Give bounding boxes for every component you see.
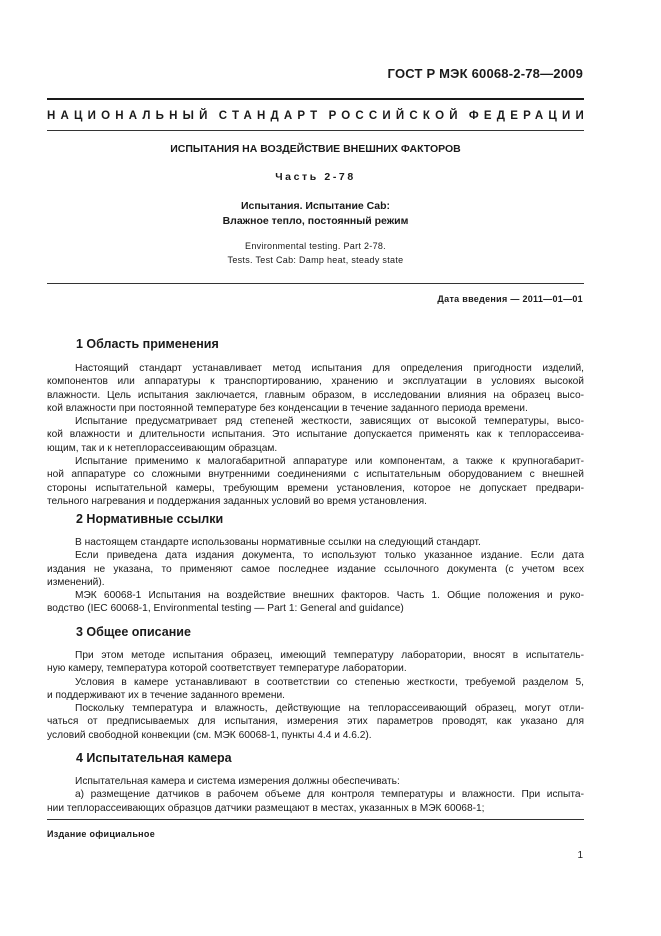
text-line: Испытательная камера и система измерения должны обеспечивать: <box>75 776 400 787</box>
text-line: ную камеру, температура которой соответствует температуре лаборатории. <box>47 663 407 675</box>
national-standard-banner <box>47 110 589 122</box>
part-number: Часть 2-78 <box>275 171 356 183</box>
text-line: Условия в камере устанавливают в соответствии со степенью жесткости, требуемой разделом 5, <box>75 676 584 688</box>
text-line: ной аппаратуре со сложными внутренними соединениями с испытательным оборудованием с внешней <box>47 469 584 481</box>
text-line: Если приведена дата издания документа, то используют только указанное издание. Если дата <box>75 550 584 562</box>
english-title-line: Environmental testing. Part 2-78. <box>245 241 386 251</box>
banner-word: ФЕДЕРАЦИИ <box>468 110 589 122</box>
banner-word: СТАНДАРТ <box>218 110 323 122</box>
text-line: тельного нагревания и поддержания заданных условий во время установления. <box>47 495 428 507</box>
section-heading: 3 Общее описание <box>76 625 191 639</box>
text-line: МЭК 60068-1 Испытания на воздействие внешних факторов. Часть 1. Общие положения и руко- <box>75 590 584 602</box>
paragraph <box>47 536 584 616</box>
text-line: компонентов или аппаратуры к транспортированию, хранению и эксплуатации в условиях высокой <box>47 376 584 388</box>
document-title: ИСПЫТАНИЯ НА ВОЗДЕЙСТВИЕ ВНЕШНИХ ФАКТОРОВ <box>170 143 461 155</box>
paragraph <box>47 362 584 508</box>
text-line: Испытание применимо к малогабаритной аппаратуре или компонентам, а также к крупногабарит- <box>75 456 584 468</box>
footer-rule <box>47 819 584 820</box>
subtitle-line: Испытания. Испытание Cab: <box>241 200 390 212</box>
date-rule <box>47 283 584 284</box>
text-line: условий свободной конвекции (см. МЭК 60068-1, пункты 4.4 и 4.6.2). <box>47 729 372 741</box>
header-rule-top <box>47 98 584 100</box>
header-rule-bottom <box>47 130 584 131</box>
text-line: Настоящий стандарт устанавливает метод испытания для определения пригодности изделий, <box>75 363 584 374</box>
text-line: Поскольку температура и влажность, действующие на теплорассеивающий образец, могут отли- <box>75 703 584 715</box>
document-subtitle <box>47 199 584 229</box>
text-line: и поддерживают их в течение заданного времени. <box>47 689 286 701</box>
text-line: издания не указана, то применяют самое последнее издание ссылочного документа (с учетом всех <box>47 563 584 575</box>
banner-word: НАЦИОНАЛЬНЫЙ <box>47 110 213 122</box>
introduction-date: Дата введения — 2011—01—01 <box>437 294 583 304</box>
text-line: кой влажности и длительности испытания. Это испытание допускается применять как к теплорассеива- <box>47 429 584 441</box>
text-line: влажности. Цель испытания заключается, главным образом, в исследовании влияния на образец высо- <box>47 389 584 401</box>
page-number: 1 <box>577 850 583 861</box>
text-line: ющим, так и к нетеплорассеивающим образцам. <box>47 442 278 454</box>
section-heading: 2 Нормативные ссылки <box>76 512 224 526</box>
section-heading: 1 Область применения <box>76 337 219 351</box>
english-title <box>47 240 584 267</box>
document-id: ГОСТ Р МЭК 60068-2-78—2009 <box>387 66 583 81</box>
paragraph <box>47 775 584 815</box>
text-line: водство (IEC 60068-1, Environmental testing — Part 1: General and guidance) <box>47 603 404 615</box>
text-line: Испытание предусматривает ряд степеней жесткости, зависящих от высокой температуры, высо- <box>75 416 584 428</box>
subtitle-line: Влажное тепло, постоянный режим <box>222 215 409 227</box>
official-edition-label: Издание официальное <box>47 829 156 839</box>
text-line: а) размещение датчиков в рабочем объеме для контроля температуры и влажности. При испыта- <box>75 789 584 801</box>
text-line: изменений). <box>47 576 105 588</box>
text-line: стороны испытательной камеры, требующим времени установления, которое не допускает предвари- <box>47 482 584 494</box>
text-line: кой влажности при постоянной температуре без конденсации в течение заданного периода времени. <box>47 402 528 414</box>
banner-word: РОССИЙСКОЙ <box>328 110 463 122</box>
paragraph <box>47 649 584 742</box>
text-line: В настоящем стандарте использованы нормативные ссылки на следующий стандарт. <box>75 537 481 548</box>
text-line: При этом методе испытания образец, имеющий температуру лаборатории, вносят в испытатель- <box>75 650 584 661</box>
section-heading: 4 Испытательная камера <box>76 751 232 765</box>
english-title-line: Tests. Test Cab: Damp heat, steady state <box>227 254 404 265</box>
text-line: чаться от предписываемых для испытания, измерения этих параметров проводят, как указано для <box>47 716 584 728</box>
text-line: нии теплорассеивающих образцов датчики размещают в местах, указанных в МЭК 60068-1; <box>47 802 485 814</box>
